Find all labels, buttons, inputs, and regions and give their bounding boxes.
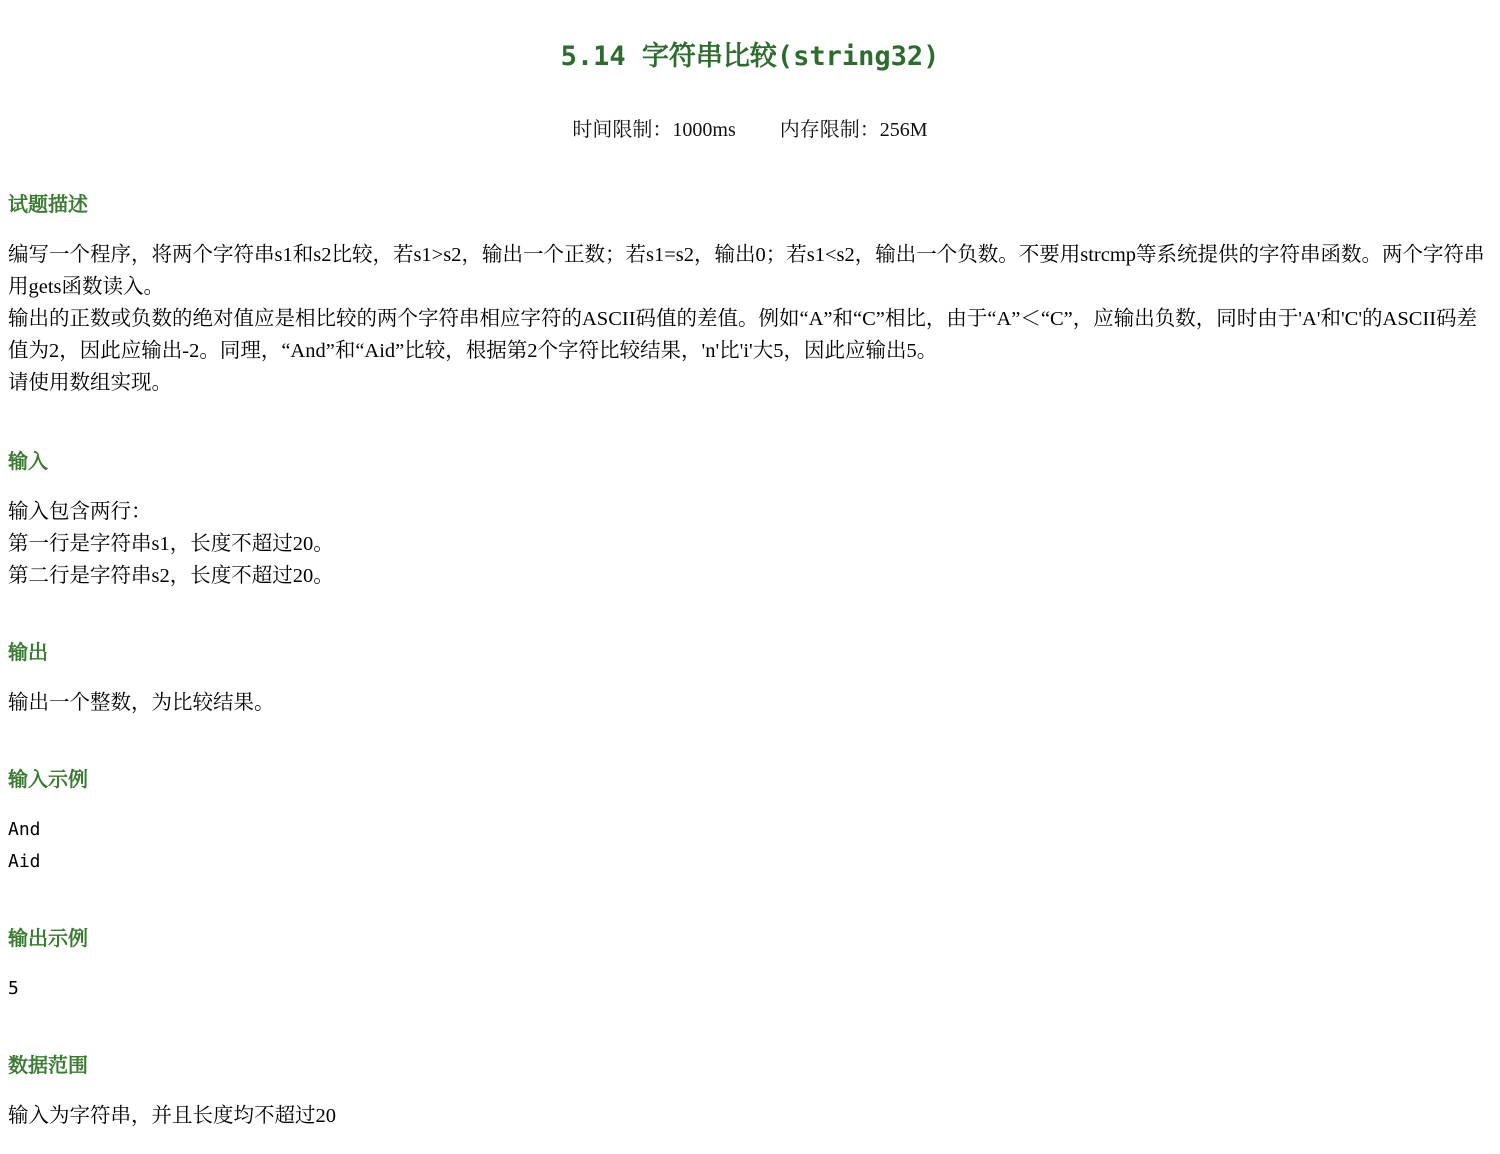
input-paragraph: 输入包含两行： [8,501,152,523]
description-body [8,239,1488,399]
limits-line [0,113,1500,142]
section-data-range [0,1049,1500,1132]
input-body [8,496,1488,592]
output-paragraph: 输出一个整数，为比较结果。 [8,692,275,714]
section-heading-input: 输入 [8,451,48,473]
data-range-paragraph: 输入为字符串，并且长度均不超过20 [8,1105,336,1127]
section-output [0,636,1500,719]
description-paragraph: 请使用数组实现。 [8,372,172,394]
memory-limit: 内存限制：256M [779,119,928,141]
section-input [0,445,1500,592]
output-body [8,687,1488,719]
input-example-line: And [8,819,41,840]
time-limit: 时间限制：1000ms [572,119,736,141]
input-paragraph: 第二行是字符串s2，长度不超过20。 [8,565,334,587]
problem-statement-page [0,20,1500,1132]
section-heading-output-example: 输出示例 [8,928,88,950]
output-example-line: 5 [8,978,19,999]
input-paragraph: 第一行是字符串s1，长度不超过20。 [8,533,334,555]
section-heading-data-range: 数据范围 [8,1055,88,1077]
description-paragraph: 编写一个程序，将两个字符串s1和s2比较，若s1>s2，输出一个正数；若s1=s2，输出0；若s1<s2，输出一个负数。不要用strcmp等系统提供的字符串函数。两个字符串用gets函数读入。 [8,244,1485,298]
section-heading-description: 试题描述 [8,194,88,216]
page-title: 5.14 字符串比较(string32) [560,41,940,72]
section-description [0,188,1500,399]
section-input-example [0,763,1500,878]
input-example-body [8,814,1500,878]
description-paragraph: 输出的正数或负数的绝对值应是相比较的两个字符串相应字符的ASCII码值的差值。例如“A”和“C”相比，由于“A”＜“C”，应输出负数，同时由于'A'和'C'的ASCII码差值为2，因此应输出-2。同理，“And”和“Aid”比较，根据第2个字符比较结果，'n'比'i'大5，因此应输出5。 [8,308,1478,362]
section-heading-input-example: 输入示例 [8,769,88,791]
input-example-line: Aid [8,851,41,872]
data-range-body [8,1100,1488,1132]
section-output-example [0,922,1500,1005]
section-heading-output: 输出 [8,642,48,664]
output-example-body [8,973,1500,1005]
